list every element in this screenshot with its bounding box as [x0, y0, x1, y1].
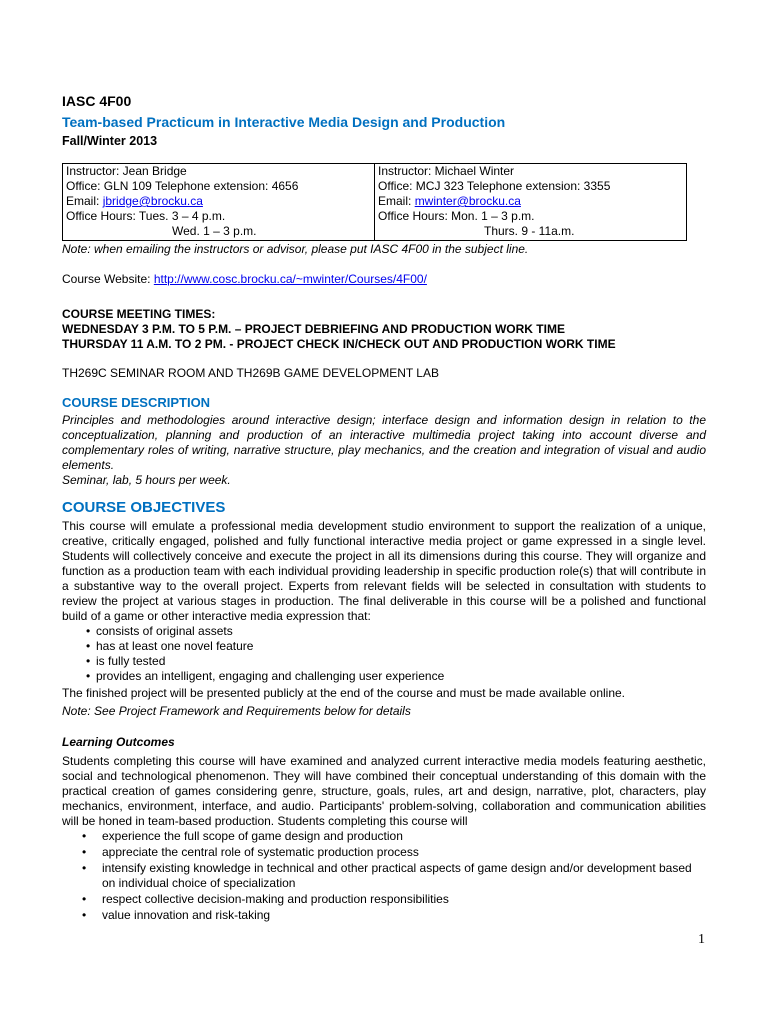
instructor-email-line: [66, 194, 371, 209]
learning-outcomes-list: [62, 829, 706, 923]
office-hours-line2: Wed. 1 – 3 p.m.: [172, 224, 257, 238]
objectives-after: The finished project will be presented publicly at the end of the course and must be made available online.: [62, 686, 626, 700]
meeting-wednesday: WEDNESDAY 3 P.M. TO 5 P.M. – PROJECT DEBRIEFING AND PRODUCTION WORK TIME: [62, 322, 565, 336]
course-code: IASC 4F00: [62, 93, 132, 109]
website-label: Course Website:: [62, 272, 154, 286]
meeting-times: [62, 307, 706, 352]
meeting-thursday: THURSDAY 11 A.M. TO 2 PM. - PROJECT CHECK IN/CHECK OUT AND PRODUCTION WORK TIME: [62, 337, 616, 351]
instructor-name: Instructor: Jean Bridge: [66, 164, 187, 178]
instructor-office: Office: MCJ 323 Telephone extension: 3355: [378, 179, 611, 193]
instructor-cell-bridge: [63, 164, 375, 241]
page-number: 1: [698, 932, 705, 947]
rooms: TH269C SEMINAR ROOM AND TH269B GAME DEVELOPMENT LAB: [62, 366, 439, 380]
instructor-office: Office: GLN 109 Telephone extension: 4656: [66, 179, 299, 193]
description-heading: COURSE DESCRIPTION: [62, 395, 211, 410]
list-item: • value innovation and risk-taking: [82, 908, 706, 923]
learning-outcomes-heading: Learning Outcomes: [62, 735, 175, 749]
document-page: [62, 92, 706, 924]
list-item: • experience the full scope of game design and production: [82, 829, 706, 844]
instructors-table: [62, 163, 687, 241]
email-label: Email:: [66, 194, 103, 208]
instructor-email-line: [378, 194, 683, 209]
email-link-winter[interactable]: mwinter@brocku.ca: [414, 194, 521, 208]
objectives-heading: COURSE OBJECTIVES: [62, 499, 226, 516]
instructor-name: Instructor: Michael Winter: [378, 164, 515, 178]
course-website-line: [62, 272, 706, 287]
description-hours: Seminar, lab, 5 hours per week.: [62, 473, 231, 487]
description-body: Principles and methodologies around interactive design; interface design and information design in relation to the conceptualization, planning and production of an interactive multimedia project taking into account diverse and complementary roles of writing, narrative structure, play mechanics, and the creation and integration of visual and audio elements.: [62, 413, 706, 472]
list-item: • consists of original assets: [86, 624, 706, 639]
office-hours-line1: Office Hours: Tues. 3 – 4 p.m.: [66, 209, 226, 223]
list-item: • intensify existing knowledge in technical and other practical aspects of game design and/or development based on individual choice of specialization: [82, 861, 706, 891]
list-item: • respect collective decision-making and production responsibilities: [82, 892, 706, 907]
learning-outcomes-body: Students completing this course will have examined and analyzed current interactive media models featuring aesthetic, social and technological phenomenon. They will have combined their conceptual understanding of this domain with the practical creation of games considering genre, structure, goals, rules, art and design, narrative, plot, characters, play mechanics, environment, interface, and audio. Participants' problem-solving, collaboration and communication abilities will be honed in team-based production. Students completing this course will: [62, 754, 706, 828]
term: Fall/Winter 2013: [62, 134, 158, 148]
office-hours-line2: Thurs. 9 - 11a.m.: [484, 224, 575, 238]
list-item: • appreciate the central role of systematic production process: [82, 845, 706, 860]
list-item: • provides an intelligent, engaging and challenging user experience: [86, 669, 706, 684]
email-note: Note: when emailing the instructors or advisor, please put IASC 4F00 in the subject line.: [62, 242, 529, 256]
office-hours-line1: Office Hours: Mon. 1 – 3 p.m.: [378, 209, 535, 223]
list-item: • has at least one novel feature: [86, 639, 706, 654]
course-website-link[interactable]: http://www.cosc.brocku.ca/~mwinter/Courses/4F00/: [153, 272, 427, 286]
email-link-bridge[interactable]: jbridge@brocku.ca: [102, 194, 203, 208]
meeting-heading: COURSE MEETING TIMES:: [62, 307, 216, 321]
objectives-list: [62, 624, 706, 684]
course-title: Team-based Practicum in Interactive Media Design and Production: [62, 114, 506, 130]
email-label: Email:: [378, 194, 415, 208]
objectives-body: This course will emulate a professional media development studio environment to support the realization of a unique, creative, critically engaged, polished and fully functional interactive media project or game expressed in a single level. Students will collectively conceive and execute the project in all its dimensions during this course. They will organize and function as a production team with each individual providing leadership in specific production role(s) that will contribute in a substantive way to the overall project. Experts from relevant fields will be selected in consultation with students to review the project at various stages in production. The final deliverable in this course will be a polished and functional build of a game or other interactive media expression that:: [62, 519, 706, 623]
instructor-cell-winter: [375, 164, 687, 241]
objectives-note: Note: See Project Framework and Requirements below for details: [62, 704, 411, 718]
list-item: • is fully tested: [86, 654, 706, 669]
